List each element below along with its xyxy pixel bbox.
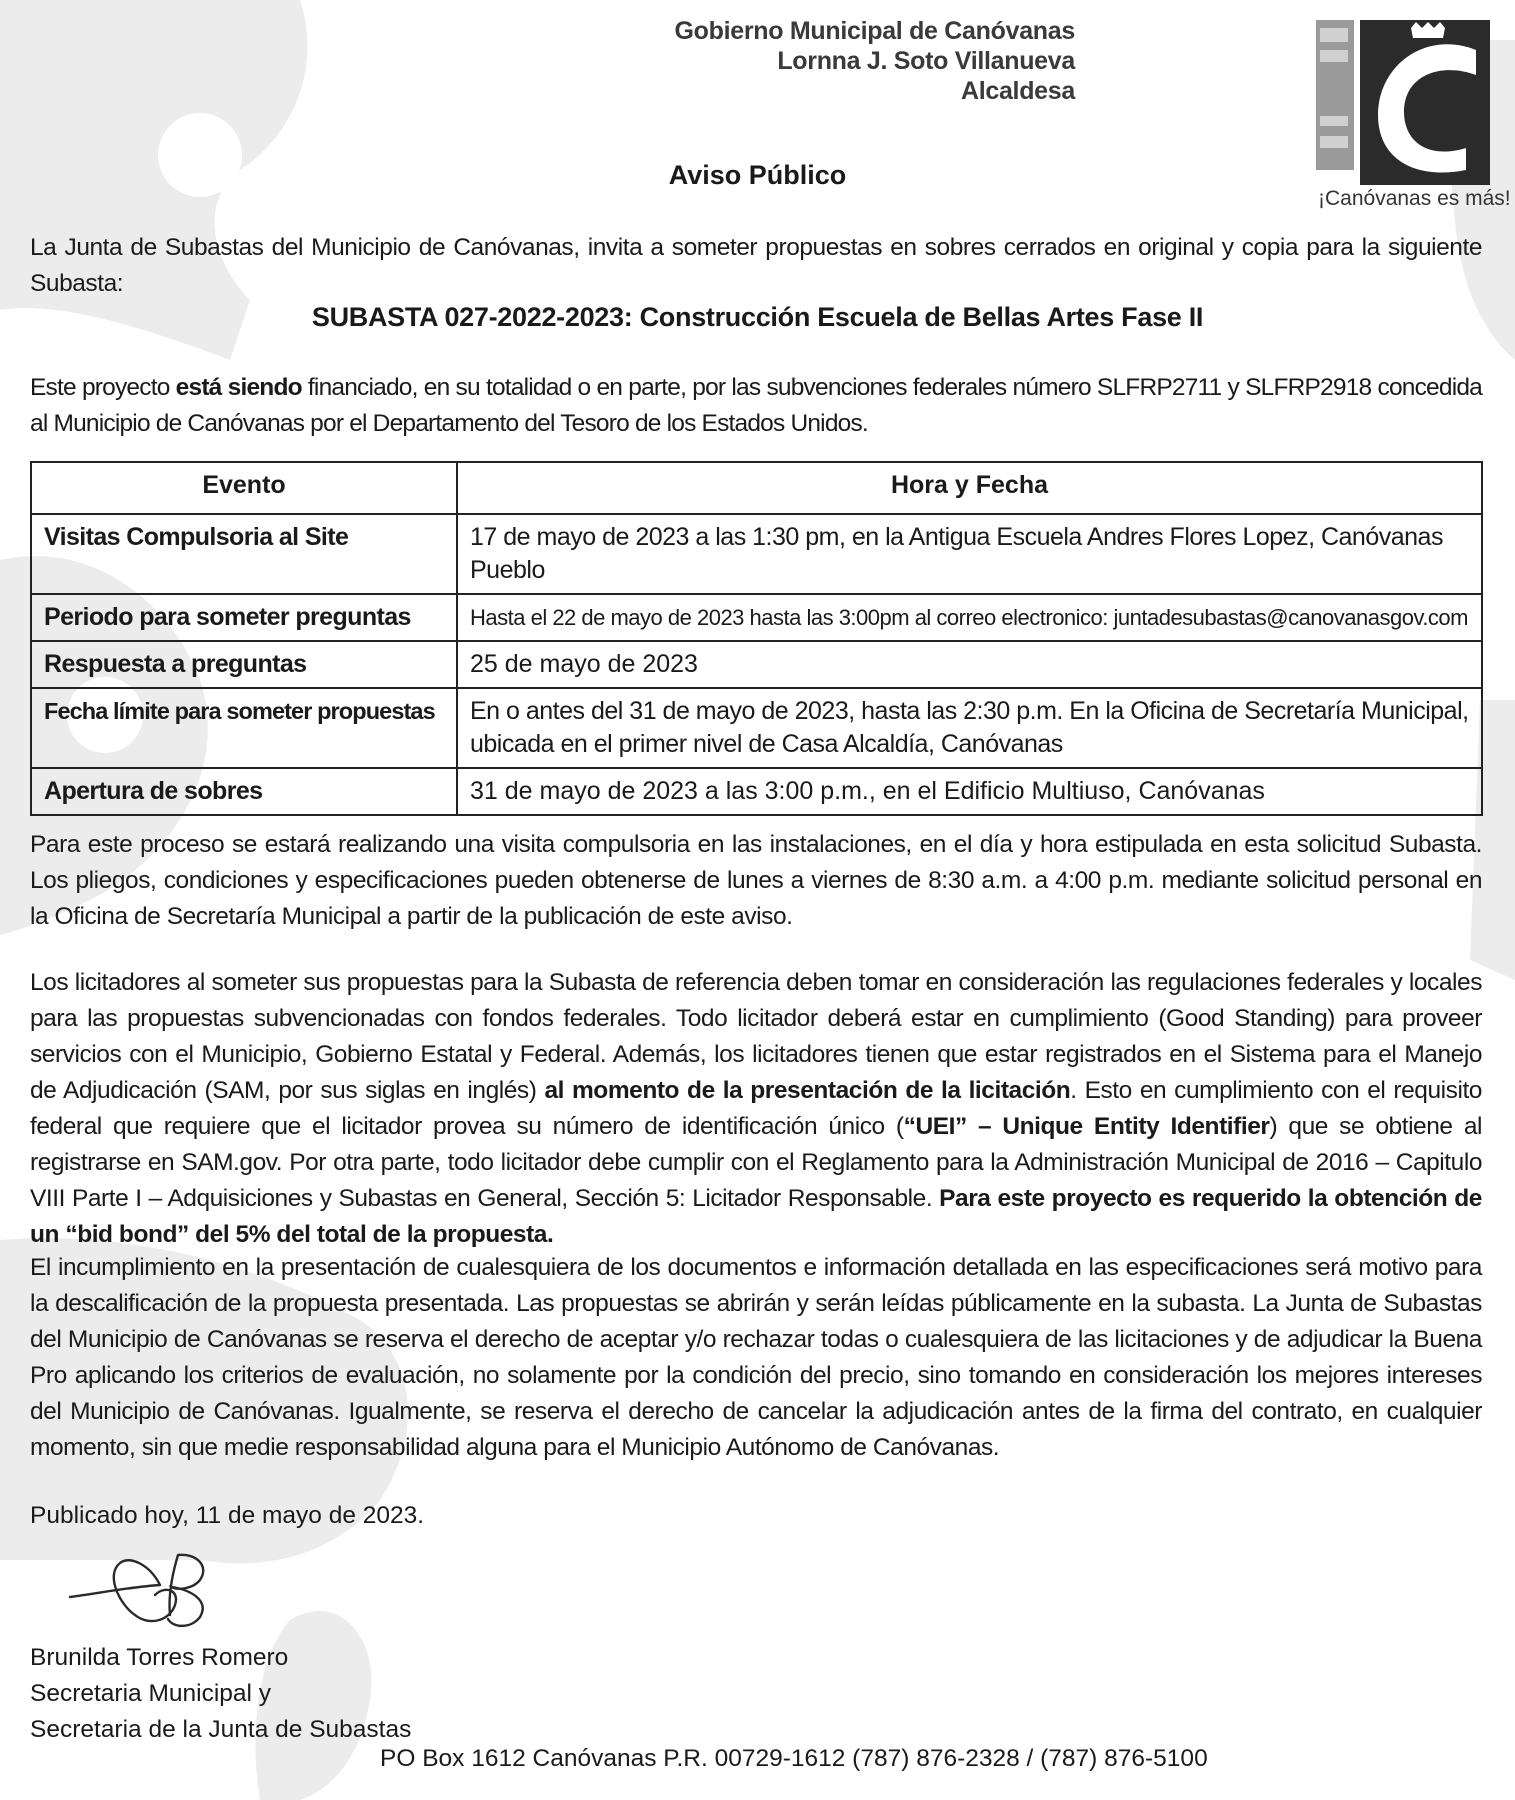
events-table: [30, 461, 1483, 816]
funding-text-2: financiado, en su totalidad o en parte, por las subvenciones federales número SLFRP2711 y SLFRP2918 concedida al Municipio de Canóvanas por el Departamento del Tesoro de los Estados Unidos.: [30, 374, 1482, 437]
datetime-cell: 25 de mayo de 2023: [457, 641, 1482, 688]
funding-paragraph: [30, 370, 1482, 442]
subasta-title: SUBASTA 027-2022-2023: Construcción Escuela de Bellas Artes Fase II: [311, 302, 1204, 332]
notice-title: Aviso Público: [668, 160, 847, 190]
intro-paragraph: La Junta de Subastas del Municipio de Canóvanas, invita a someter propuestas en sobres cerrados en original y copia para la siguiente Subasta:: [30, 234, 1482, 297]
signer-title-1: Secretaria Municipal y: [30, 1680, 272, 1707]
table-row: [31, 641, 1482, 688]
event-cell: Apertura de sobres: [31, 768, 457, 815]
column-header-datetime: Hora y Fecha: [457, 462, 1482, 514]
table-header-row: [31, 462, 1482, 514]
event-cell: Fecha límite para someter propuestas: [31, 688, 457, 768]
event-cell: Periodo para someter preguntas: [31, 594, 457, 641]
signer-block: [30, 1640, 411, 1748]
datetime-cell: 17 de mayo de 2023 a las 1:30 pm, en la Antigua Escuela Andres Flores Lopez, Canóvanas Pueblo: [457, 514, 1482, 594]
datetime-cell: Hasta el 22 de mayo de 2023 hasta las 3:00pm al correo electronico: juntadesubastas@canovanasgov.com: [457, 594, 1482, 641]
published-date: Publicado hoy, 11 de mayo de 2023.: [30, 1502, 425, 1529]
datetime-cell: En o antes del 31 de mayo de 2023, hasta las 2:30 p.m. En la Oficina de Secretaría Municipal, ubicada en el primer nivel de Casa Alcaldía, Canóvanas: [457, 688, 1482, 768]
bidders-paragraph: [30, 965, 1482, 1253]
mayor-title: Alcaldesa: [960, 77, 1075, 105]
bidders-bold-3: Para este proyecto es requerido la obtención de un “bid bond” del 5% del total de la propuesta.: [30, 1185, 1482, 1248]
contact-footer: PO Box 1612 Canóvanas P.R. 00729-1612 (787) 876-2328 / (787) 876-5100: [380, 1745, 1208, 1772]
event-cell: Visitas Compulsoria al Site: [31, 514, 457, 594]
bidders-text-1: Los licitadores al someter sus propuestas para la Subasta de referencia deben tomar en consideración las regulaciones federales y locales para las propuestas subvencionadas con fondos federales. Todo licitador deberá estar en cumplimiento (Good Standing) para proveer servicios con el Municipio, Gobierno Estatal y Federal. Además, los licitadores tienen que estar registrados en el Sistema para el Manejo de Adjudicación (SAM, por sus siglas en inglés): [30, 969, 1482, 1104]
noncompliance-paragraph: El incumplimiento en la presentación de cualesquiera de los documentos e información detallada en las especificaciones será motivo para la descalificación de la propuesta presentada. Las propuestas se abrirán y serán leídas públicamente en la subasta. La Junta de Subastas del Municipio de Canóvanas se reserva el derecho de aceptar y/o rechazar todas o cualesquiera de las licitaciones y de adjudicar la Buena Pro aplicando los criterios de evaluación, no solamente por la condición del precio, sino tomando en consideración los mejores intereses del Municipio de Canóvanas. Igualmente, se reserva el derecho de cancelar la adjudicación antes de la firma del contrato, en cualquier momento, sin que medie responsabilidad alguna para el Municipio Autónomo de Canóvanas.: [30, 1254, 1482, 1461]
table-row: [31, 768, 1482, 815]
datetime-cell: 31 de mayo de 2023 a las 3:00 p.m., en el Edificio Multiuso, Canóvanas: [457, 768, 1482, 815]
table-row: [31, 594, 1482, 641]
column-header-event: Evento: [31, 462, 457, 514]
funding-text-1: Este proyecto: [30, 374, 176, 401]
municipality-header: [675, 16, 1076, 106]
mayor-name: Lornna J. Soto Villanueva: [777, 47, 1075, 75]
signer-name: Brunilda Torres Romero: [30, 1644, 289, 1671]
table-row: [31, 688, 1482, 768]
bidders-text-2: . Esto en cumplimiento con el requisito federal que requiere que el licitador provea su número de identificación único (: [30, 1077, 1482, 1140]
bidders-text-3: ) que se obtiene al registrarse en SAM.gov. Por otra parte, todo licitador debe cumplir con el Reglamento para la Administración Municipal de 2016 – Capitulo VIII Parte I – Adquisiciones y Subastas en General, Sección 5: Licitador Responsable.: [30, 1113, 1482, 1212]
signature-icon: [60, 1535, 220, 1645]
signer-title-2: Secretaria de la Junta de Subastas: [30, 1716, 412, 1743]
municipality-name: Gobierno Municipal de Canóvanas: [674, 17, 1075, 45]
funding-bold: está siendo: [175, 374, 302, 401]
event-cell: Respuesta a preguntas: [31, 641, 457, 688]
visit-paragraph: Para este proceso se estará realizando una visita compulsoria en las instalaciones, en el día y hora estipulada en esta solicitud Subasta. Los pliegos, condiciones y especificaciones pueden obtenerse de lunes a viernes de 8:30 a.m. a 4:00 p.m. mediante solicitud personal en la Oficina de Secretaría Municipal a partir de la publicación de este aviso.: [30, 831, 1482, 930]
table-row: [31, 514, 1482, 594]
bidders-bold-2: “UEI” – Unique Entity Identifier: [903, 1113, 1270, 1140]
slogan: ¡Canóvanas es más!: [1318, 187, 1511, 210]
bidders-bold-1: al momento de la presentación de la licitación: [544, 1077, 1071, 1104]
